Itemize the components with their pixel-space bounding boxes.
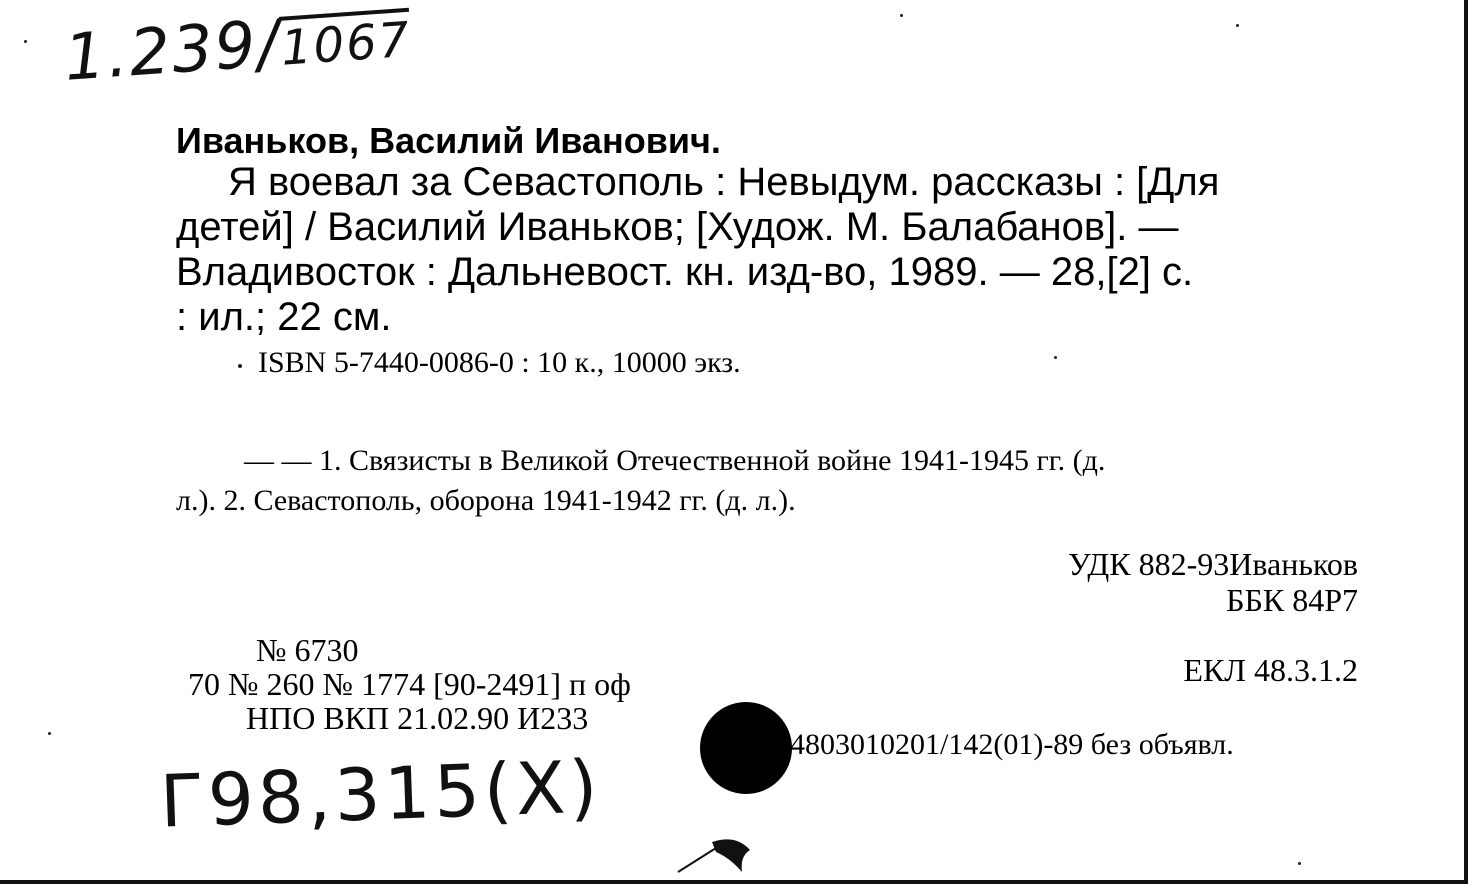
scan-speck bbox=[900, 14, 903, 17]
description-line-1: Я воевал за Севастополь : Невыдум. рассказы : [Для bbox=[228, 160, 1220, 204]
bbk-index: ББК 84Р7 bbox=[1226, 582, 1358, 618]
shelfmark-main: 1.239 bbox=[62, 8, 260, 96]
imprint-line-3: НПО ВКП 21.02.90 И233 bbox=[246, 700, 589, 736]
description-line-4: : ил.; 22 см. bbox=[176, 295, 392, 339]
scan-speck bbox=[1236, 24, 1239, 27]
punch-hole bbox=[700, 702, 792, 794]
scan-speck bbox=[1298, 862, 1301, 865]
scan-speck bbox=[1054, 356, 1057, 359]
description-line-2: детей] / Василий Иваньков; [Худож. М. Балабанов]. — bbox=[176, 205, 1179, 249]
scan-speck bbox=[48, 732, 51, 735]
handwritten-shelfmark: 1.239/1067 bbox=[62, 6, 413, 96]
ink-mark-icon bbox=[676, 828, 766, 878]
shelfmark-sub: 1067 bbox=[279, 11, 413, 77]
handwritten-code: Г98,315(Х) bbox=[158, 744, 603, 844]
author-heading: Иваньков, Василий Иванович. bbox=[176, 120, 721, 161]
subjects-line-2: л.). 2. Севастополь, оборона 1941-1942 гг. (д. л.). bbox=[176, 484, 796, 517]
catalog-code: 4803010201/142(01)-89 без объявл. bbox=[790, 728, 1234, 761]
imprint-line-1: № 6730 bbox=[256, 632, 359, 668]
udk-index: УДК 882-93Иваньков bbox=[1068, 546, 1358, 582]
scan-speck bbox=[238, 364, 242, 368]
subjects-line-1: — — 1. Связисты в Великой Отечественной войне 1941-1945 гг. (д. bbox=[244, 444, 1106, 477]
scan-speck bbox=[24, 40, 27, 43]
imprint-line-2: 70 № 260 № 1774 [90-2491] п оф bbox=[188, 666, 631, 702]
isbn-line: ISBN 5-7440-0086-0 : 10 к., 10000 экз. bbox=[258, 346, 741, 379]
ekl-index: ЕКЛ 48.3.1.2 bbox=[1183, 652, 1358, 688]
description-line-3: Владивосток : Дальневост. кн. изд-во, 1989. — 28,[2] с. bbox=[176, 250, 1194, 294]
